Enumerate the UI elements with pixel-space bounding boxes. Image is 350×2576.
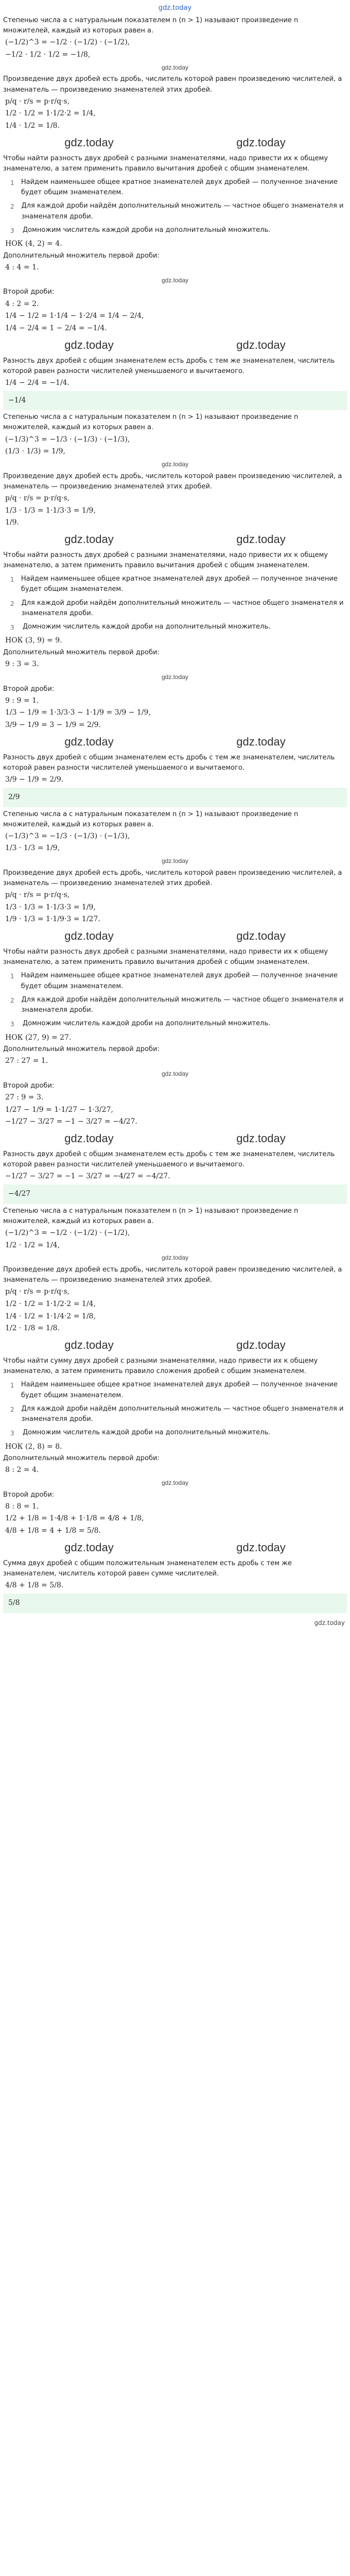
answer-box xyxy=(3,1594,347,1613)
answer-box xyxy=(3,1184,347,1204)
watermark-text: gdz.today xyxy=(161,63,189,71)
watermark-text: gdz.today xyxy=(236,735,286,748)
math-line: 1/3 · 1/3 = 1/9, xyxy=(5,844,60,853)
solution-section xyxy=(0,809,350,1204)
math-line: 1/4 · 1/2 = 1·1/4·2 = 1/8, xyxy=(5,1312,96,1320)
step-number: 3 xyxy=(10,1021,14,1028)
step-item xyxy=(10,177,347,198)
watermark-row xyxy=(3,1478,347,1488)
step-number: 2 xyxy=(10,1405,14,1413)
watermark-row xyxy=(3,1130,347,1147)
first-factor-label: Дополнительный множитель первой дроби: xyxy=(3,1454,160,1463)
step-number: 3 xyxy=(10,1429,14,1437)
watermark-row xyxy=(3,460,347,469)
step-item xyxy=(10,995,347,1015)
math-line: 1/2 · 1/2 = 1·1/2·2 = 1/4, xyxy=(5,109,96,118)
step-number: 2 xyxy=(10,996,14,1004)
difference-rule: Разность двух дробей с общим знаменателем есть дробь с тем же знаменателем, числитель которой равен разности числителей уменьшаемого и вычитаемого. xyxy=(3,753,335,772)
watermark-row xyxy=(3,531,347,548)
step-text: Для каждой дроби найдём дополнительный множитель — частное общего знаменателя и знаменателя дроби. xyxy=(21,599,344,617)
footer-watermark: gdz.today xyxy=(314,1619,345,1626)
power-definition: Степенью числа a с натуральным показателем n (n > 1) называют произведение n множителей, каждый из которых равен a. xyxy=(3,1207,299,1225)
steps-list xyxy=(3,177,347,235)
solution-content xyxy=(0,15,350,1613)
watermark-row xyxy=(3,276,347,285)
math-line: 1/4 · 1/2 = 1/8. xyxy=(5,122,60,130)
second-factor: 4 : 2 = 2. xyxy=(5,299,39,308)
watermark-row xyxy=(3,1539,347,1556)
math-line: p/q · r/s = p·r/q·s, xyxy=(5,1287,70,1296)
steps-list xyxy=(3,574,347,632)
step-text: Домножим числитель каждой дроби на дополнительный множитель. xyxy=(23,1020,271,1028)
final-answer: 2/9 xyxy=(8,792,20,801)
step-number: 3 xyxy=(10,227,14,234)
math-line: 3/9 − 1/9 = 3 − 1/9 = 2/9. xyxy=(5,721,101,730)
multiplication-rule: Произведение двух дробей есть дробь, числитель которой равен произведению числителей, а знаменатель — произведению знаменателей этих дробей. xyxy=(3,1265,342,1284)
second-factor-label: Второй дроби: xyxy=(3,1490,55,1499)
step-number: 1 xyxy=(10,576,14,584)
watermark-text: gdz.today xyxy=(64,532,114,546)
watermark-text: gdz.today xyxy=(64,1338,114,1351)
math-line: (−1/3)^3 = −1/3 · (−1/3) · (−1/3), xyxy=(5,832,130,840)
watermark-text: gdz.today xyxy=(236,338,286,351)
second-factor-label: Второй дроби: xyxy=(3,1081,55,1090)
second-factor-label: Второй дроби: xyxy=(3,288,55,296)
difference-rule: Сумма двух дробей с общим положительным знаменателем есть дробь с тем же знаменателем, числитель которой равен сумме числителей. xyxy=(3,1559,292,1578)
math-line: p/q · r/s = p·r/q·s, xyxy=(5,891,70,900)
watermark-row xyxy=(3,1253,347,1263)
watermark-text: gdz.today xyxy=(161,460,189,468)
step-number: 1 xyxy=(10,1382,14,1389)
second-factor: 27 : 9 = 3. xyxy=(5,1093,44,1101)
top-watermark: gdz.today xyxy=(158,4,192,12)
second-factor-label: Второй дроби: xyxy=(3,685,55,693)
watermark-text: gdz.today xyxy=(64,1540,114,1554)
step-text: Домножим числитель каждой дроби на дополнительный множитель. xyxy=(23,622,271,631)
solution-section xyxy=(0,15,350,410)
watermark-row xyxy=(3,336,347,354)
math-line: 1/3 · 1/3 = 1·1/3·3 = 1/9, xyxy=(5,903,96,911)
watermark-text: gdz.today xyxy=(236,532,286,546)
watermark-row xyxy=(3,927,347,945)
step-number: 1 xyxy=(10,179,14,187)
math-line: −1/27 − 3/27 = −1 − 3/27 = −4/27. xyxy=(5,1117,137,1126)
lcm-line: НОК (2, 8) = 8. xyxy=(5,1442,62,1451)
first-factor: 8 : 2 = 4. xyxy=(5,1466,39,1475)
watermark-text: gdz.today xyxy=(161,1070,189,1078)
first-factor: 27 : 27 = 1. xyxy=(5,1057,48,1065)
watermark-row xyxy=(3,672,347,682)
math-line: (1/3 · 1/3) = 1/9, xyxy=(5,447,65,456)
math-line: 1/2 · 1/2 = 1·1/2·2 = 1/4, xyxy=(5,1299,96,1308)
step-item xyxy=(10,1380,347,1400)
math-line: (−1/3)^3 = −1/3 · (−1/3) · (−1/3), xyxy=(5,435,130,444)
common-denominator-rule: Чтобы найти сумму двух дробей с разными знаменателями, надо привести их к общему знаменателю, а затем применить правило сложения дробей с общим знаменателем. xyxy=(3,1357,318,1376)
solution-section xyxy=(0,1206,350,1613)
watermark-row xyxy=(3,1336,347,1354)
difference-rule: Разность двух дробей с общим знаменателем есть дробь с тем же знаменателем, числитель которой равен разности числителей уменьшаемого и вычитаемого. xyxy=(3,357,335,375)
watermark-text: gdz.today xyxy=(64,135,114,149)
step-text: Найдем наименьшее общее кратное знаменателей двух дробей — полученное значение будет общим знаменателем. xyxy=(21,178,338,197)
math-line: 1/3 − 1/9 = 1·3/3·3 − 1·1/9 = 3/9 − 1/9, xyxy=(5,708,151,717)
watermark-text: gdz.today xyxy=(64,735,114,748)
answer-box xyxy=(3,391,347,411)
answer-line: 3/9 − 1/9 = 2/9. xyxy=(5,775,64,784)
math-line: (−1/2)^3 = −1/2 · (−1/2) · (−1/2), xyxy=(5,1228,130,1237)
watermark-text: gdz.today xyxy=(161,1479,189,1487)
step-item xyxy=(10,622,347,633)
math-line: (−1/2)^3 = −1/2 · (−1/2) · (−1/2), xyxy=(5,38,130,47)
step-item xyxy=(10,201,347,222)
watermark-text: gdz.today xyxy=(236,1540,286,1554)
watermark-row xyxy=(3,856,347,866)
answer-line: −1/27 − 3/27 = −1 − 3/27 = −4/27 = −4/27. xyxy=(5,1172,170,1181)
difference-rule: Разность двух дробей с общим знаменателем есть дробь с тем же знаменателем, числитель которой равен разности числителей уменьшаемого и вычитаемого. xyxy=(3,1150,335,1169)
second-factor: 8 : 8 = 1. xyxy=(5,1502,39,1511)
first-factor: 9 : 3 = 3. xyxy=(5,660,39,669)
step-text: Найдем наименьшее общее кратное знаменателей двух дробей — полученное значение будет общим знаменателем. xyxy=(21,972,338,990)
watermark-text: gdz.today xyxy=(161,673,189,681)
step-number: 2 xyxy=(10,203,14,211)
step-text: Домножим числитель каждой дроби на дополнительный множитель. xyxy=(23,226,271,234)
math-line: 1/4 − 1/2 = 1·1/4 − 1·2/4 = 1/4 − 2/4, xyxy=(5,312,144,320)
step-text: Для каждой дроби найдём дополнительный множитель — частное общего знаменателя и знаменателя дроби. xyxy=(21,995,344,1014)
math-line: 1/9 · 1/3 = 1·1/9·3 = 1/27. xyxy=(5,915,100,924)
watermark-row xyxy=(3,63,347,73)
math-line: 1/2 · 1/8 = 1/8. xyxy=(5,1324,60,1333)
step-number: 1 xyxy=(10,973,14,980)
step-item xyxy=(10,598,347,619)
answer-box xyxy=(3,788,347,807)
power-definition: Степенью числа a с натуральным показателем n (n > 1) называют произведение n множителей, каждый из которых равен a. xyxy=(3,16,299,35)
power-definition: Степенью числа a с натуральным показателем n (n > 1) называют произведение n множителей, каждый из которых равен a. xyxy=(3,810,299,828)
watermark-text: gdz.today xyxy=(64,1131,114,1145)
watermark-text: gdz.today xyxy=(236,1338,286,1351)
math-line: 1/2 + 1/8 = 1·4/8 + 1·1/8 = 4/8 + 1/8, xyxy=(5,1514,144,1523)
final-answer: −1/4 xyxy=(8,396,26,404)
math-line: p/q · r/s = p·r/q·s, xyxy=(5,494,70,502)
watermark-text: gdz.today xyxy=(236,929,286,943)
math-line: 1/9. xyxy=(5,518,19,527)
lcm-line: НОК (3, 9) = 9. xyxy=(5,636,62,645)
watermark-row xyxy=(3,1069,347,1079)
first-factor-label: Дополнительный множитель первой дроби: xyxy=(3,649,160,657)
math-line: 1/4 − 2/4 = 1 − 2/4 = −1/4. xyxy=(5,324,107,332)
watermark-text: gdz.today xyxy=(236,1131,286,1145)
math-line: −1/2 · 1/2 · 1/2 = −1/8, xyxy=(5,50,91,59)
step-item xyxy=(10,1404,347,1425)
common-denominator-rule: Чтобы найти разность двух дробей с разными знаменателями, надо привести их к общему знаменателю, а затем применить правило вычитания дробей с общим знаменателем. xyxy=(3,154,328,173)
lcm-line: НОК (27, 9) = 27. xyxy=(5,1033,72,1042)
watermark-text: gdz.today xyxy=(161,1254,189,1262)
multiplication-rule: Произведение двух дробей есть дробь, числитель которой равен произведению числителей, а знаменатель — произведению знаменателей этих дробей. xyxy=(3,472,342,490)
second-factor: 9 : 9 = 1. xyxy=(5,696,39,705)
step-item xyxy=(10,225,347,236)
first-factor: 4 : 4 = 1. xyxy=(5,263,39,272)
watermark-row xyxy=(3,733,347,751)
step-item xyxy=(10,971,347,991)
common-denominator-rule: Чтобы найти разность двух дробей с разными знаменателями, надо привести их к общему знаменателю, а затем применить правило вычитания дробей с общим знаменателем. xyxy=(3,551,328,570)
solution-section xyxy=(0,412,350,807)
math-line: p/q · r/s = p·r/q·s, xyxy=(5,97,70,106)
multiplication-rule: Произведение двух дробей есть дробь, числитель которой равен произведению числителей, а знаменатель — произведению знаменателей этих дробей. xyxy=(3,75,342,94)
watermark-text: gdz.today xyxy=(64,929,114,943)
multiplication-rule: Произведение двух дробей есть дробь, числитель которой равен произведению числителей, а знаменатель — произведению знаменателей этих дробей. xyxy=(3,869,342,887)
step-item xyxy=(10,1428,347,1438)
watermark-row xyxy=(3,134,347,151)
step-text: Для каждой дроби найдём дополнительный множитель — частное общего знаменателя и знаменателя дроби. xyxy=(21,202,344,221)
power-definition: Степенью числа a с натуральным показателем n (n > 1) называют произведение n множителей, каждый из которых равен a. xyxy=(3,413,299,432)
steps-list xyxy=(3,971,347,1029)
watermark-text: gdz.today xyxy=(161,276,189,284)
step-text: Найдем наименьшее общее кратное знаменателей двух дробей — полученное значение будет общим знаменателем. xyxy=(21,1381,338,1399)
step-text: Найдем наименьшее общее кратное знаменателей двух дробей — полученное значение будет общим знаменателем. xyxy=(21,575,338,594)
step-item xyxy=(10,1019,347,1029)
answer-line: 4/8 + 1/8 = 5/8. xyxy=(5,1581,64,1590)
lcm-line: НОК (4, 2) = 4. xyxy=(5,240,62,248)
step-number: 3 xyxy=(10,623,14,631)
steps-list xyxy=(3,1380,347,1438)
answer-line: 1/4 − 2/4 = −1/4. xyxy=(5,378,70,387)
step-text: Для каждой дроби найдём дополнительный множитель — частное общего знаменателя и знаменателя дроби. xyxy=(21,1404,344,1423)
step-text: Домножим числитель каждой дроби на дополнительный множитель. xyxy=(23,1428,271,1436)
final-answer: −4/27 xyxy=(8,1190,31,1198)
math-line: 1/3 · 1/3 = 1·1/3·3 = 1/9, xyxy=(5,506,96,515)
watermark-text: gdz.today xyxy=(236,135,286,149)
watermark-text: gdz.today xyxy=(161,857,189,865)
math-line: 1/27 − 1/9 = 1·1/27 − 1·3/27, xyxy=(5,1105,113,1114)
first-factor-label: Дополнительный множитель первой дроби: xyxy=(3,1045,160,1054)
step-number: 2 xyxy=(10,600,14,607)
math-line: 4/8 + 1/8 = 4 + 1/8 = 5/8. xyxy=(5,1527,101,1535)
common-denominator-rule: Чтобы найти разность двух дробей с разными знаменателями, надо привести их к общему знаменателю, а затем применить правило вычитания дробей с общим знаменателем. xyxy=(3,948,328,967)
first-factor-label: Дополнительный множитель первой дроби: xyxy=(3,251,160,260)
step-item xyxy=(10,574,347,595)
watermark-text: gdz.today xyxy=(64,338,114,351)
math-line: 1/2 · 1/2 = 1/4, xyxy=(5,1241,60,1249)
final-answer: 5/8 xyxy=(8,1598,20,1607)
